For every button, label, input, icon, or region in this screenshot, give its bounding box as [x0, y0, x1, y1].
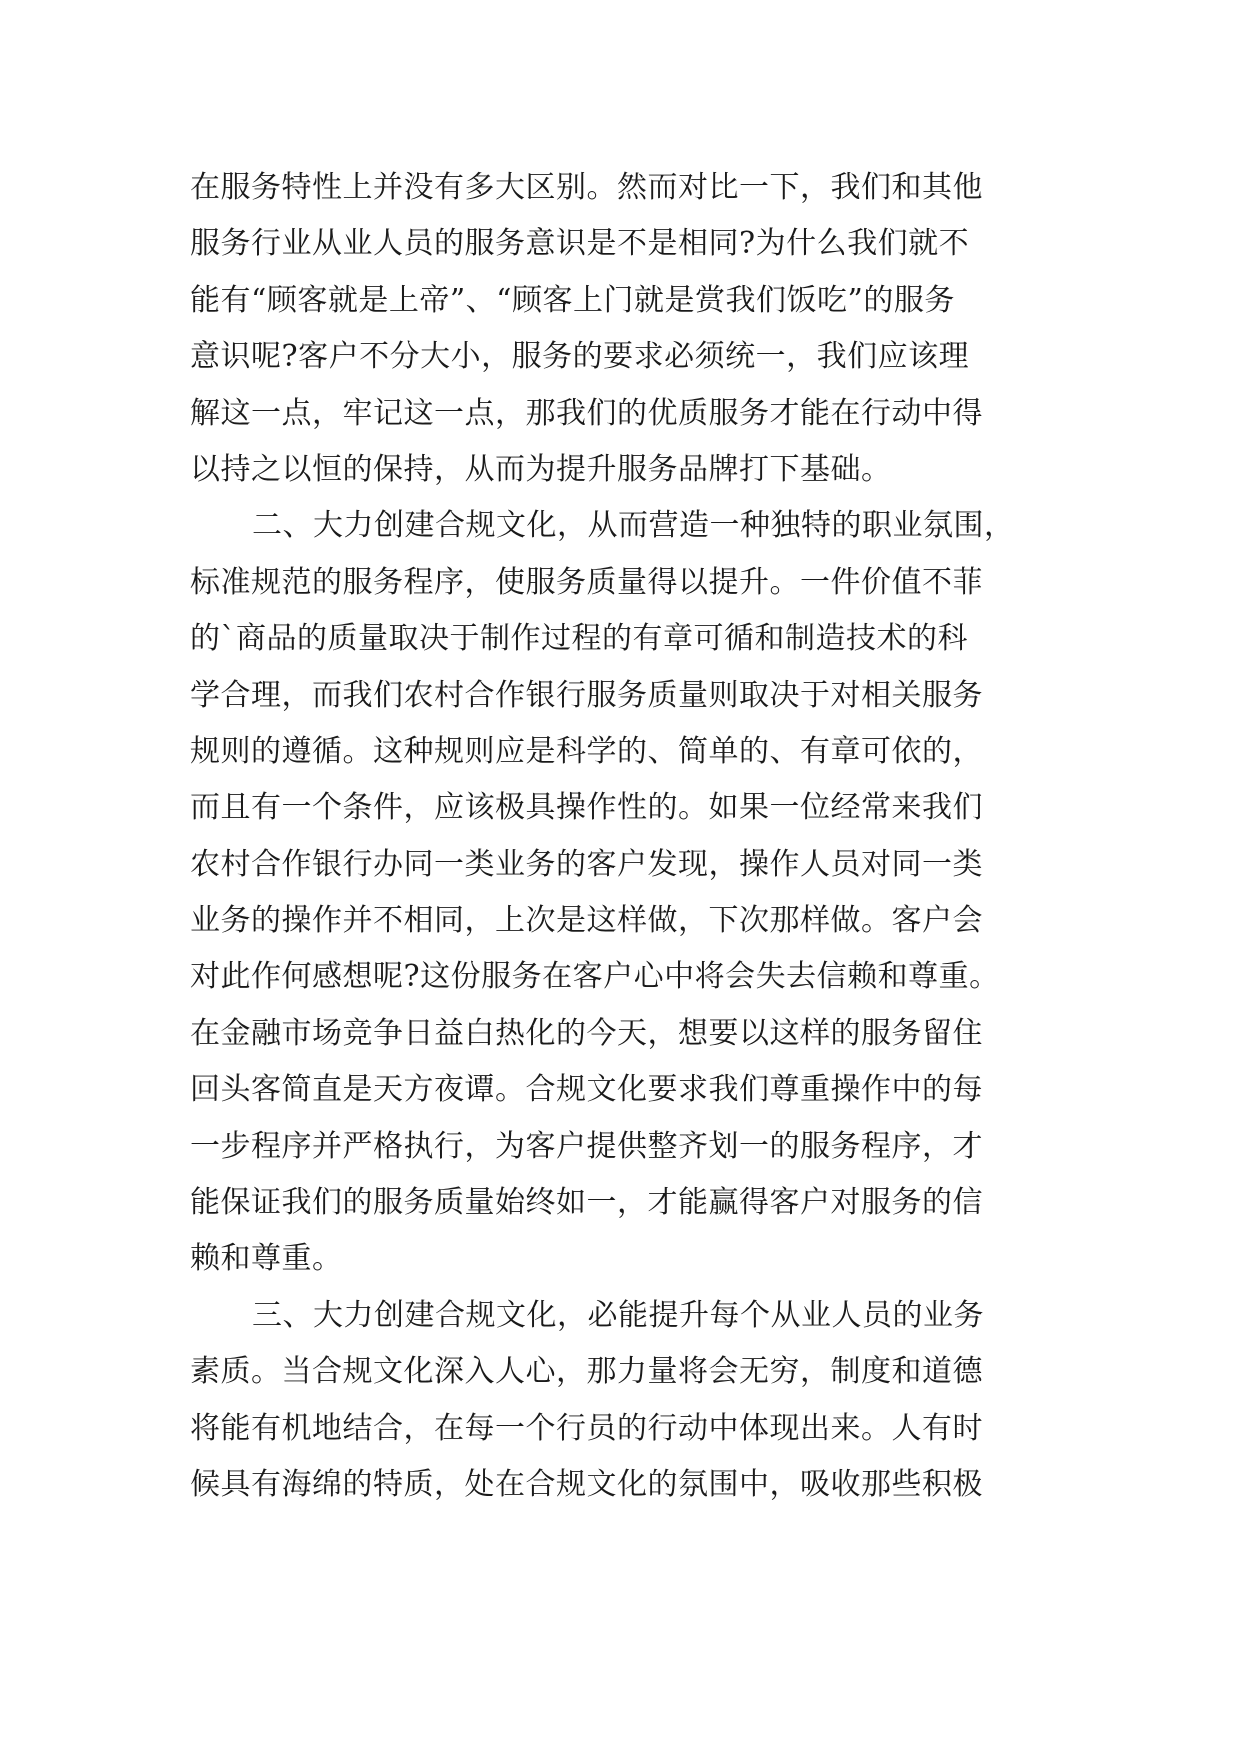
text-line: 服务行业从业人员的服务意识是不是相同?为什么我们就不: [190, 226, 970, 262]
text-line: 业务的操作并不相同，上次是这样做，下次那样做。客户会: [190, 903, 983, 939]
text-line: 候具有海绵的特质，处在合规文化的氛围中，吸收那些积极: [190, 1466, 983, 1502]
text-line: 在金融市场竞争日益白热化的今天，想要以这样的服务留住: [190, 1015, 983, 1051]
text-line: 回头客简直是天方夜谭。合规文化要求我们尊重操作中的每: [190, 1072, 983, 1108]
text-line: 意识呢?客户不分大小，服务的要求必须统一，我们应该理: [190, 339, 970, 375]
text-line: 解这一点，牢记这一点，那我们的优质服务才能在行动中得: [190, 395, 983, 431]
text-line: 三、大力创建合规文化，必能提升每个从业人员的业务: [252, 1297, 984, 1333]
text-line: 将能有机地结合，在每一个行员的行动中体现出来。人有时: [190, 1410, 983, 1446]
text-line: 能保证我们的服务质量始终如一，才能赢得客户对服务的信: [190, 1185, 983, 1221]
text-line: 素质。当合规文化深入人心，那力量将会无穷，制度和道德: [190, 1354, 983, 1390]
text-line: 而且有一个条件，应该极具操作性的。如果一位经常来我们: [190, 790, 983, 826]
text-line: 规则的遵循。这种规则应是科学的、简单的、有章可依的，: [190, 733, 983, 769]
text-line: 的`商品的质量取决于制作过程的有章可循和制造技术的科: [190, 621, 968, 657]
text-line: 一步程序并严格执行，为客户提供整齐划一的服务程序，才: [190, 1128, 983, 1164]
text-line: 二、大力创建合规文化，从而营造一种独特的职业氛围，: [252, 508, 1015, 544]
text-line: 标准规范的服务程序，使服务质量得以提升。一件价值不菲: [190, 564, 983, 600]
text-line: 在服务特性上并没有多大区别。然而对比一下，我们和其他: [190, 170, 983, 205]
text-line: 对此作何感想呢?这份服务在客户心中将会失去信赖和尊重。: [190, 959, 1000, 995]
text-line: 学合理，而我们农村合作银行服务质量则取决于对相关服务: [190, 677, 983, 713]
text-line: 赖和尊重。: [190, 1241, 343, 1277]
text-line: 以持之以恒的保持，从而为提升服务品牌打下基础。: [190, 451, 892, 487]
text-line: 能有“顾客就是上帝”、“顾客上门就是赏我们饭吃”的服务: [190, 282, 955, 318]
body-text: [190, 160, 1070, 1513]
text-line: 农村合作银行办同一类业务的客户发现，操作人员对同一类: [190, 846, 983, 882]
